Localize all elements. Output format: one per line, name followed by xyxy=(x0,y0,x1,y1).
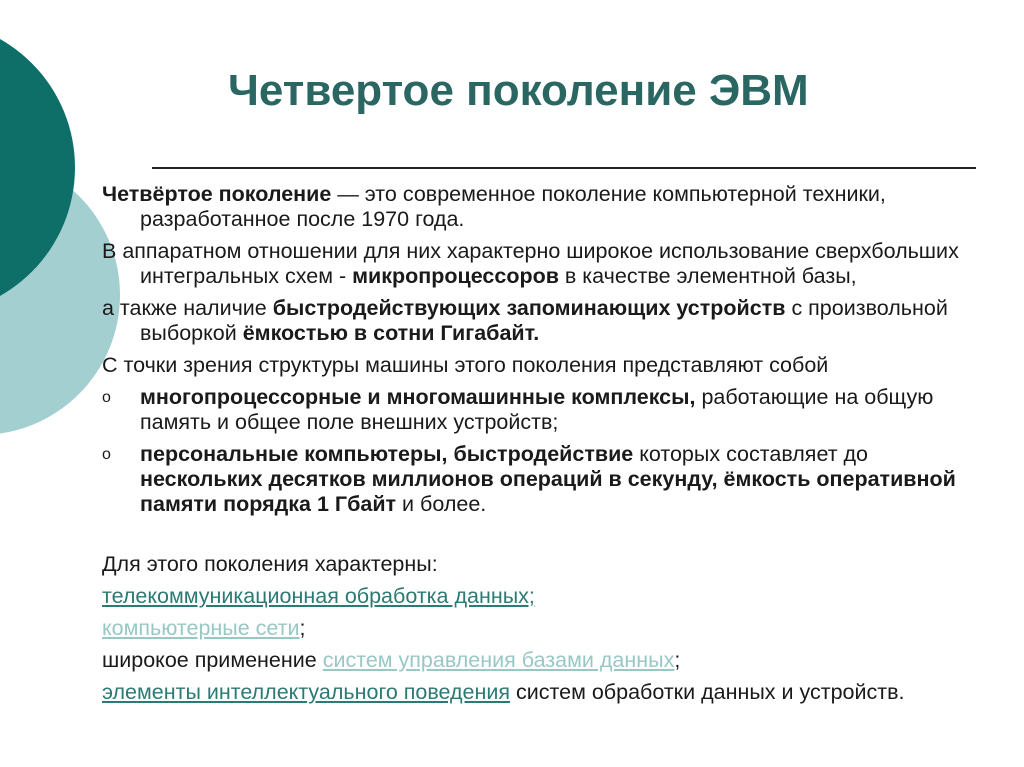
slide-body xyxy=(102,182,992,705)
hardware-term-microprocessors: микропроцессоров xyxy=(352,264,559,288)
definition-text: — это современное поколение компьютерной техники, разработанное после 1970 года. xyxy=(140,182,886,231)
definition-paragraph xyxy=(102,182,992,232)
definition-term: Четвёртое поколение xyxy=(102,182,332,206)
bullet-item-multiprocessor xyxy=(102,385,992,435)
memory-term-capacity: ёмкостью в сотни Гигабайт. xyxy=(242,321,540,345)
link-dbms[interactable]: систем управления базами данных xyxy=(322,648,675,672)
hardware-text-1: В аппаратном отношении для них характерно широкое использование сверхбольших интегральных схем - xyxy=(102,239,959,288)
link-intelligent-behavior[interactable]: элементы интеллектуального поведения xyxy=(102,680,511,704)
memory-paragraph xyxy=(102,296,992,346)
bullet-text-pc-1: которых составляет до xyxy=(633,442,869,466)
hardware-text-2: в качестве элементной базы, xyxy=(558,264,857,288)
features-intro: Для этого поколения характерны: xyxy=(102,552,438,576)
feature-item-dbms xyxy=(102,648,992,673)
link-computer-networks[interactable]: компьютерные сети xyxy=(102,616,300,640)
feature-dbms-suffix: ; xyxy=(674,648,681,672)
memory-text-1: а также наличие xyxy=(102,296,273,320)
hardware-paragraph xyxy=(102,239,992,289)
title-divider xyxy=(152,167,976,169)
bullet-marker: o xyxy=(102,389,111,406)
bullet-text-pc-2: и более. xyxy=(396,492,487,516)
bullet-text-multiprocessor: работающие на общую память и общее поле внешних устройств; xyxy=(140,385,934,434)
bullet-term-multiprocessor: многопроцессорные и многомашинные комплексы, xyxy=(140,385,696,409)
bullet-term-performance: нескольких десятков миллионов операций в секунду, ёмкость оперативной памяти порядка 1 Гбайт xyxy=(140,467,956,516)
feature-networks-suffix: ; xyxy=(299,616,306,640)
feature-item-telecom xyxy=(102,584,992,609)
structure-paragraph: С точки зрения структуры машины этого поколения представляют собой xyxy=(102,353,829,377)
feature-dbms-prefix: широкое применение xyxy=(102,648,323,672)
link-telecom-processing[interactable]: телекоммуникационная обработка данных; xyxy=(102,584,535,608)
feature-intelligent-suffix: систем обработки данных и устройств. xyxy=(510,680,905,704)
memory-text-2: с произвольной выборкой xyxy=(140,296,948,345)
section-spacer xyxy=(102,524,992,552)
feature-item-networks xyxy=(102,616,992,641)
feature-item-intelligent xyxy=(102,680,992,705)
slide-title: Четвертое поколение ЭВМ xyxy=(228,66,809,115)
bullet-term-personal-computers: персональные компьютеры, быстродействие xyxy=(140,442,634,466)
bullet-item-personal-computers xyxy=(102,442,992,517)
memory-term-storage: быстродействующих запоминающих устройств xyxy=(272,296,786,320)
bullet-marker: o xyxy=(102,446,111,463)
